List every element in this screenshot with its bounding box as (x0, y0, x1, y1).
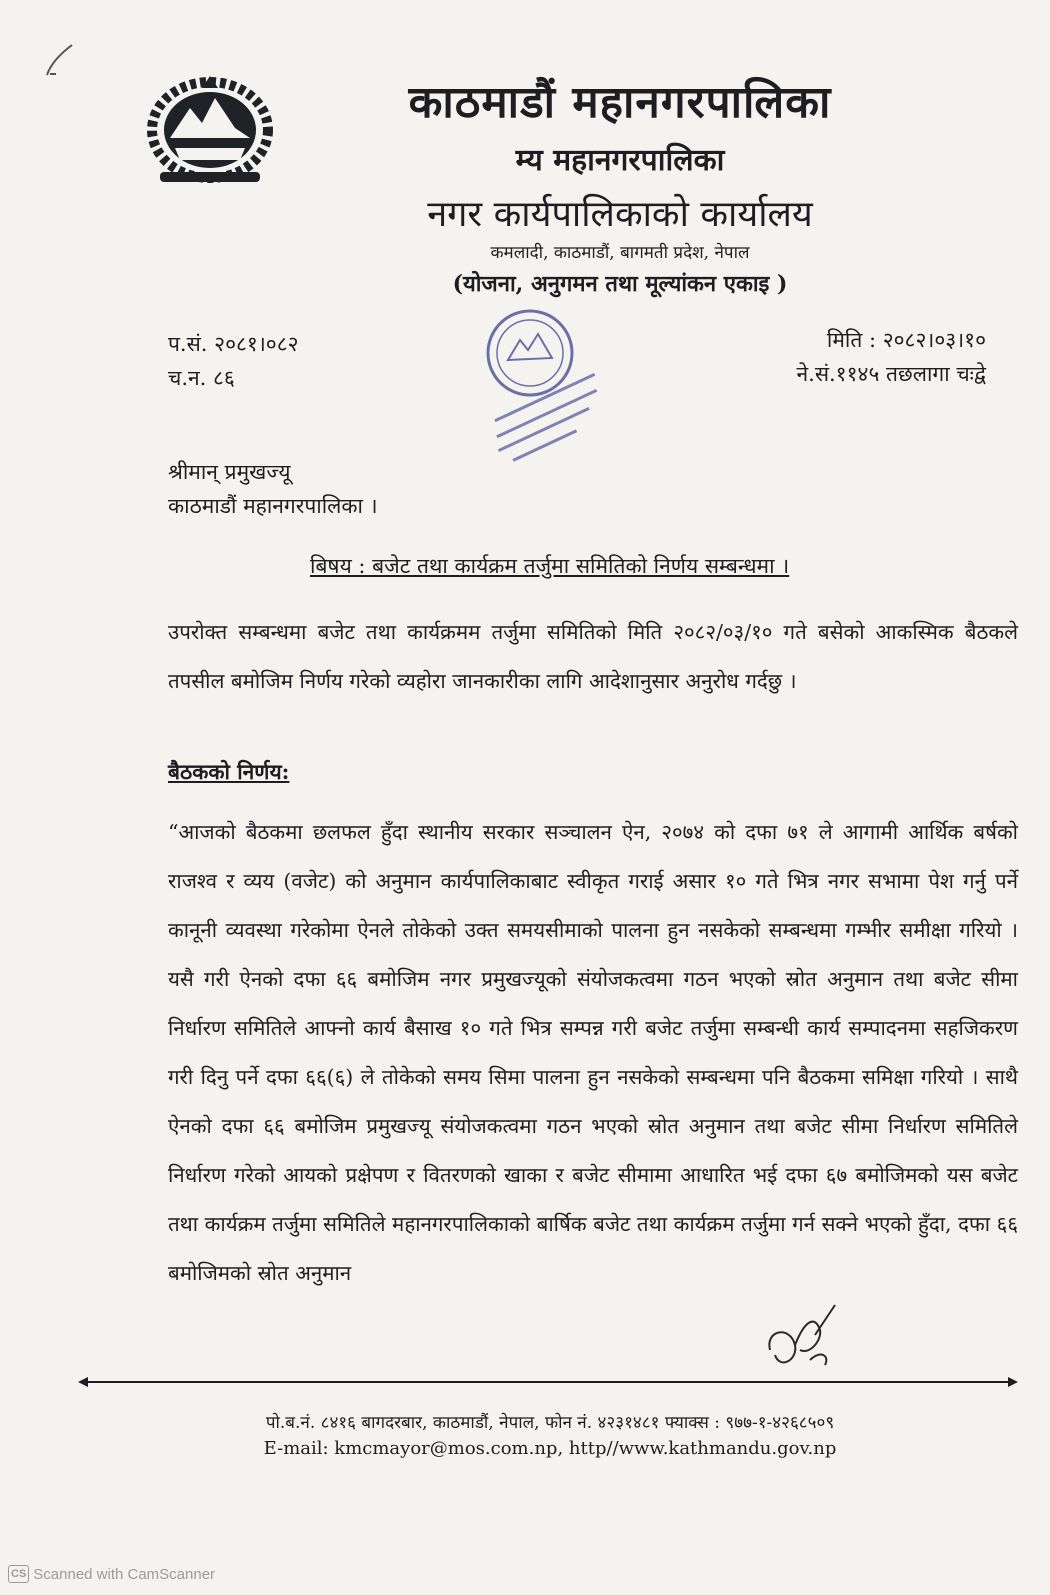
scanner-watermark-text: Scanned with CamScanner (33, 1565, 216, 1583)
municipality-emblem-icon (140, 68, 280, 188)
organization-name: काठमाडौं महानगरपालिका (408, 77, 832, 128)
addressee-title: श्रीमान् प्रमुखज्यू (168, 460, 291, 484)
office-name: नगर कार्यपालिकाको कार्यालय (427, 194, 813, 235)
camscanner-badge: CS (8, 1565, 29, 1583)
scanner-watermark (8, 1565, 215, 1583)
footer-divider (78, 1372, 1018, 1392)
addressee-organization: काठमाडौं महानगरपालिका । (168, 494, 378, 518)
pen-scribble-mark (42, 40, 82, 80)
footer-email-website: E-mail: kmcmayor@mos.com.np, http//www.kathmandu.gov.np (263, 1438, 837, 1459)
unit-name: (योजना, अनुगमन तथा मूल्यांकन एकाइ ) (452, 271, 788, 297)
nepal-sambat-date: ने.सं.११४५ तछलागा चःद्वे (796, 362, 986, 386)
office-address: कमलादी, काठमाडौं, बागमती प्रदेश, नेपाल (490, 243, 750, 263)
intro-paragraph: उपरोक्त सम्बन्धमा बजेट तथा कार्यक्रमम तर्जुमा समितिको मिति २०८२/०३/१० गते बसेको आकस्मिक बैठकले तपसील बमोजिम निर्णय गरेको व्यहोरा जानकारीका लागि आदेशानुसार अनुरोध गर्दछु । (168, 620, 1018, 693)
office-seal-stamp-icon (470, 298, 640, 468)
footer-postal-contact: पो.ब.नं. ८४१६ बागदरबार, काठमाडौं, नेपाल, फोन नं. ४२३१४८१ फ्याक्स : ९७७-१-४२६८५०९ (265, 1413, 835, 1433)
organization-subtitle: म्य महानगरपालिका (515, 143, 725, 178)
decision-heading: बैठकको निर्णय: (168, 759, 290, 784)
letter-subject: बिषय : बजेट तथा कार्यक्रम तर्जुमा समितिको निर्णय सम्बन्धमा । (310, 554, 790, 578)
decision-paragraph: “आजको बैठकमा छलफल हुँदा स्थानीय सरकार सञ्चालन ऐन, २०७४ को दफा ७१ ले आगामी आर्थिक बर्षको राजश्व र व्यय (वजेट) को अनुमान कार्यपालिकाबाट स्वीकृत गराई असार १० गते भित्र नगर सभामा पेश गर्नु पर्ने कानूनी व्यवस्था गरेकोमा ऐनले तोकेको उक्त समयसीमाको पालना हुन नसकेको सम्बन्धमा गम्भीर समीक्षा गरियो । यसै गरी ऐनको दफा ६६ बमोजिम नगर प्रमुखज्यूको संयोजकत्वमा गठन भएको स्रोत अनुमान तथा बजेट सीमा निर्धारण समितिले आफ्नो कार्य बैसाख १० गते भित्र सम्पन्न गरी बजेट तर्जुमा सम्बन्धी कार्य सम्पादनमा सहजिकरण गरी दिनु पर्ने दफा ६६(६) ले तोकेको समय सिमा पालना हुन नसकेको सम्बन्धमा पनि बैठकमा समिक्षा गरियो । साथै ऐनको दफा ६६ बमोजिम प्रमुखज्यू संयोजकत्वमा गठन भएको स्रोत अनुमान तथा बजेट सीमा निर्धारण समितिले निर्धारण गरेको आयको प्रक्षेपण र वितरणको खाका र बजेट सीमामा आधारित भई दफा ६७ बमोजिमको यस बजेट तथा कार्यक्रम तर्जुमा समितिले महानगरपालिकाको बार्षिक बजेट तथा कार्यक्रम तर्जुमा गर्न सक्ने भएको हुँदा, दफा ६६ बमोजिमको स्रोत अनुमान (168, 820, 1018, 1285)
letter-date: मिति : २०८२।०३।१० (826, 328, 986, 352)
letter-number: प.सं. २०८१।०८२ (168, 332, 299, 356)
dispatch-number: च.न. ८६ (168, 366, 235, 390)
handwritten-signature-icon (760, 1300, 850, 1380)
